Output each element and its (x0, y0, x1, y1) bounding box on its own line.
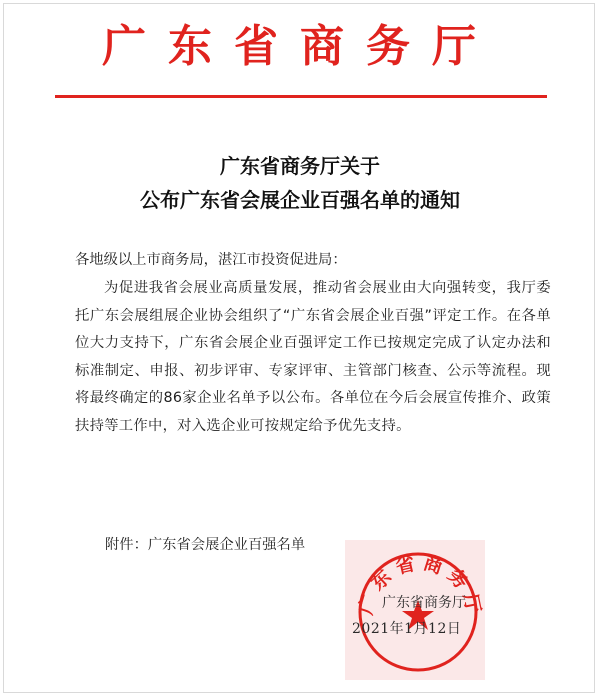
attachment-line: 附件：广东省会展企业百强名单 (105, 537, 306, 553)
seal-arc-text: 广东省商务厅 (354, 551, 485, 621)
salutation: 各地级以上市商务局，湛江市投资促进局： (75, 252, 347, 268)
masthead-red-rule (55, 95, 547, 98)
masthead-title: 广东省商务厅 (102, 21, 498, 72)
issuer-name: 广东省商务厅 (382, 595, 466, 611)
body-paragraph: 为促进我省会展业高质量发展，推动省会展业由大向强转变，我厅委托广东会展组展企业协会组织了“广东省会展企业百强”评定工作。在各单位大力支持下，广东省会展企业百强评定工作已按规定完成了认定办法和标准制定、申报、初步评审、专家评审、主管部门核查、公示等流程。现将最终确定的86家企业名单予以公布。各单位在今后会展宣传推介、政策扶持等工作中，对入选企业可按规定给予优先支持。 (75, 280, 551, 434)
notice-title-line2: 公布广东省会展企业百强名单的通知 (140, 188, 460, 212)
issue-date: 2021年1月12日 (352, 621, 462, 637)
notice-title-line1: 广东省商务厅关于 (220, 154, 380, 178)
